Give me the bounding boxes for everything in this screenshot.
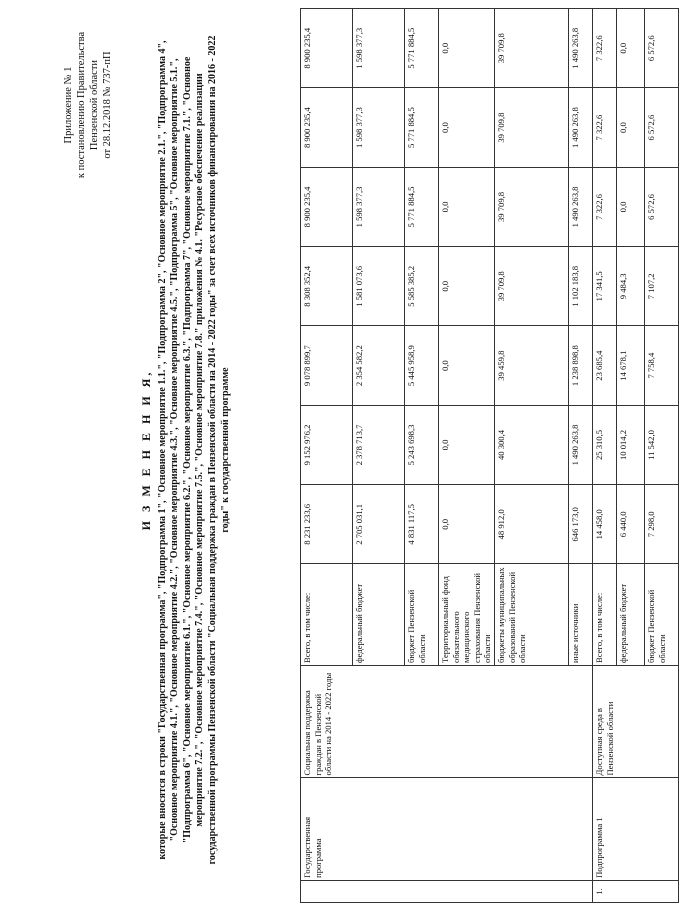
value-cell: 0,0 [439,88,495,167]
value-cell: 1 490 263,8 [569,167,593,246]
appendix-decree: к постановлению Правительства [76,31,87,179]
title-body: которые вносятся в строки "Государственная программа", "Подпрограмма 1", "Основное мероприятие 1.1.", "Подпрограмма 2", "Основное мероприятие 2.1.", "Подпрограмма 4", "Основное мероприятие 4.1.", "Основное мероприятие 4.2.", "Основное мероприятие 4.3.", "Основное мероприятие 4.5.", "Подпрограмма 5", "Основное мероприятие 5.1.", "Подпрограмма 6", "Основное мероприятие 6.1.", "Основное мероприятие 6.2.", "Основное мероприятие 6.3.", "Подпрограмма 7", "Основное мероприятие 7.1.", "Основное мероприятие 7.2.", "Основное мероприятие 7.4.", "Основное мероприятие 7.5.", "Основное мероприятие 7.8." приложения № 4.1. "Ресурсное обеспечение реализации государственной программы Пензенской области "Социальная поддержка граждан в Пензенской области на 2014 - 2022 годы" за счет всех источников финансирования на 2016 - 2022 годы" к государственной программе [156,35,231,865]
title-heading: И З М Е Н Е Н И Я, [139,369,153,531]
value-cell: 6 572,6 [645,9,679,88]
row-name: Доступная среда в Пензенской области [593,665,679,778]
value-cell: 39 709,8 [495,167,569,246]
row-type: Государственная программа [301,778,593,880]
source-cell: федеральный бюджет [617,564,645,665]
value-cell: 2 378 713,7 [353,405,405,484]
source-cell: иные источники [569,564,593,665]
value-cell: 1 490 263,8 [569,9,593,88]
value-cell: 1 490 263,8 [569,88,593,167]
value-cell: 39 709,8 [495,9,569,88]
value-cell: 9 484,3 [617,247,645,326]
value-cell: 0,0 [439,247,495,326]
value-cell: 8 900 235,4 [301,9,353,88]
appendix-number: Приложение № 1 [63,66,74,144]
appendix-date: от 28.12.2018 № 737-пП [102,51,113,159]
funding-table [300,8,679,903]
source-cell: федеральный бюджет [353,564,405,665]
value-cell: 23 685,4 [593,326,617,405]
value-cell: 14 678,1 [617,326,645,405]
value-cell: 5 771 884,5 [405,167,439,246]
value-cell: 8 308 352,4 [301,247,353,326]
row-number [301,880,593,902]
source-cell: Территориальный фонд обязательного медицинского страхования Пензенской области [439,564,495,665]
value-cell: 7 322,6 [593,167,617,246]
value-cell: 6 440,0 [617,485,645,564]
value-cell: 1 598 377,3 [353,88,405,167]
value-cell: 7 758,4 [645,326,679,405]
source-cell: бюджет Пензенской области [645,564,679,665]
value-cell: 11 542,0 [645,405,679,484]
value-cell: 5 771 884,5 [405,9,439,88]
source-cell: бюджеты муниципальных образований Пензенской области [495,564,569,665]
value-cell: 39 459,8 [495,326,569,405]
value-cell: 0,0 [439,167,495,246]
row-type: Подпрограмма 1 [593,778,679,880]
value-cell: 2 354 582,2 [353,326,405,405]
value-cell: 8 900 235,4 [301,167,353,246]
value-cell: 2 705 031,1 [353,485,405,564]
value-cell: 25 310,5 [593,405,617,484]
appendix-block [62,5,114,205]
source-cell: Всего, в том числе: [301,564,353,665]
value-cell: 6 572,6 [645,167,679,246]
value-cell: 7 107,2 [645,247,679,326]
value-cell: 646 173,0 [569,485,593,564]
value-cell: 8 231 233,6 [301,485,353,564]
value-cell: 7 322,6 [593,88,617,167]
value-cell: 1 102 183,8 [569,247,593,326]
table-row [301,9,353,903]
value-cell: 0,0 [617,167,645,246]
value-cell: 1 238 898,8 [569,326,593,405]
table-row [593,9,617,903]
value-cell: 8 900 235,4 [301,88,353,167]
value-cell: 5 445 958,9 [405,326,439,405]
value-cell: 9 152 976,2 [301,405,353,484]
source-cell: Всего, в том числе: [593,564,617,665]
value-cell: 5 771 884,5 [405,88,439,167]
document-title [140,35,232,865]
value-cell: 40 300,4 [495,405,569,484]
value-cell: 0,0 [617,9,645,88]
row-number: 1. [593,880,679,902]
row-name: Социальная поддержка граждан в Пензенской области на 2014 - 2022 годы [301,665,593,778]
source-cell: бюджет Пензенской области [405,564,439,665]
value-cell: 0,0 [439,485,495,564]
value-cell: 1 598 377,3 [353,167,405,246]
value-cell: 17 341,5 [593,247,617,326]
value-cell: 14 458,0 [593,485,617,564]
value-cell: 39 709,8 [495,88,569,167]
value-cell: 0,0 [439,326,495,405]
appendix-region: Пензенской области [89,59,100,151]
value-cell: 6 572,6 [645,88,679,167]
value-cell: 1 581 073,6 [353,247,405,326]
value-cell: 4 831 117,5 [405,485,439,564]
value-cell: 1 598 377,3 [353,9,405,88]
value-cell: 5 585 385,2 [405,247,439,326]
value-cell: 10 014,2 [617,405,645,484]
value-cell: 7 298,0 [645,485,679,564]
value-cell: 0,0 [439,405,495,484]
value-cell: 7 322,6 [593,9,617,88]
value-cell: 48 912,0 [495,485,569,564]
value-cell: 0,0 [617,88,645,167]
value-cell: 9 078 899,7 [301,326,353,405]
value-cell: 1 490 263,8 [569,405,593,484]
value-cell: 0,0 [439,9,495,88]
value-cell: 39 709,8 [495,247,569,326]
value-cell: 5 243 698,3 [405,405,439,484]
